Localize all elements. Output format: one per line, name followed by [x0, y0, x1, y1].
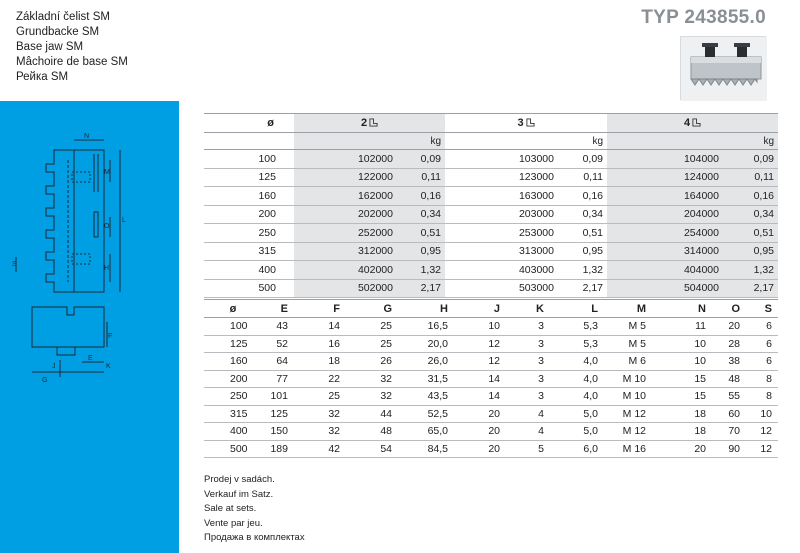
- jaw-step-icon: [692, 118, 701, 127]
- dimension-cell: M 16: [604, 440, 652, 458]
- dimension-cell: 65,0: [398, 423, 454, 441]
- order-table: [204, 113, 778, 298]
- dimension-cell: 6: [746, 318, 778, 336]
- table-row: [204, 370, 778, 388]
- unit-kg-3: kg: [560, 133, 607, 150]
- weight-cell: 0,09: [725, 150, 778, 169]
- dimension-cell: 18: [294, 353, 346, 371]
- dimension-cell: M 5: [604, 335, 652, 353]
- table-row: [204, 242, 778, 261]
- diameter-cell: 250: [204, 388, 262, 406]
- weight-cell: 0,95: [560, 242, 607, 261]
- weight-cell: 0,51: [725, 224, 778, 243]
- diameter-cell: 400: [204, 261, 294, 280]
- column-header: F: [294, 300, 346, 318]
- dimension-cell: 6: [746, 353, 778, 371]
- dimension-cell: 20: [712, 318, 746, 336]
- table-row: [204, 388, 778, 406]
- order-table-group-header: [204, 114, 778, 133]
- diameter-cell: 100: [204, 318, 262, 336]
- dimension-cell: 25: [346, 335, 398, 353]
- dimension-cell: 60: [712, 405, 746, 423]
- diameter-cell: 100: [204, 150, 294, 169]
- table-row: [204, 150, 778, 169]
- dimension-cell: 20: [652, 440, 712, 458]
- table-row: [204, 205, 778, 224]
- table-row: [204, 335, 778, 353]
- weight-cell: 0,16: [725, 187, 778, 206]
- dimension-cell: 12: [454, 335, 506, 353]
- code-cell: 164000: [607, 187, 725, 206]
- code-cell: 402000: [294, 261, 399, 280]
- column-header: J: [454, 300, 506, 318]
- diameter-cell: 125: [204, 168, 294, 187]
- dimension-table-body: [204, 318, 778, 458]
- title-de: Grundbacke SM: [16, 26, 100, 38]
- dimension-cell: 125: [262, 405, 294, 423]
- weight-cell: 0,95: [725, 242, 778, 261]
- note-de: Verkauf im Satz.: [204, 488, 274, 500]
- dimension-cell: 12: [454, 353, 506, 371]
- dimension-cell: 18: [652, 423, 712, 441]
- label-l: L: [122, 217, 126, 224]
- diameter-cell: 500: [204, 279, 294, 298]
- dimension-cell: 16: [294, 335, 346, 353]
- dimension-cell: 52: [262, 335, 294, 353]
- dimension-cell: 8: [746, 370, 778, 388]
- table-row: [204, 168, 778, 187]
- dimension-cell: 10: [746, 405, 778, 423]
- weight-cell: 0,09: [399, 150, 445, 169]
- dimension-cell: M 10: [604, 370, 652, 388]
- dimension-cell: 6,0: [550, 440, 604, 458]
- weight-cell: 1,32: [399, 261, 445, 280]
- label-h: H: [104, 265, 110, 272]
- table-row: [204, 423, 778, 441]
- unit-row: [204, 133, 778, 150]
- dimension-cell: M 5: [604, 318, 652, 336]
- column-header: L: [550, 300, 604, 318]
- code-cell: 123000: [445, 168, 560, 187]
- note-cs: Prodej v sadách.: [204, 474, 275, 485]
- jaw-step-icon: [526, 118, 535, 127]
- dimension-cell: 20: [454, 440, 506, 458]
- dimension-cell: 6: [746, 335, 778, 353]
- dimension-cell: 26,0: [398, 353, 454, 371]
- dimension-cell: 11: [652, 318, 712, 336]
- column-header: O: [712, 300, 746, 318]
- type-number: TYP 243855.0: [641, 7, 766, 28]
- label-o: O: [104, 223, 110, 230]
- column-header: S: [746, 300, 778, 318]
- dimension-cell: 14: [294, 318, 346, 336]
- code-cell: 162000: [294, 187, 399, 206]
- dimension-cell: 16,5: [398, 318, 454, 336]
- table-row: [204, 279, 778, 298]
- dimension-cell: 189: [262, 440, 294, 458]
- group-3-header: [445, 114, 607, 133]
- dimension-cell: 4,0: [550, 388, 604, 406]
- dimension-cell: 12: [746, 440, 778, 458]
- weight-cell: 1,32: [725, 261, 778, 280]
- dimension-cell: 3: [506, 388, 550, 406]
- diameter-cell: 200: [204, 370, 262, 388]
- table-row: [204, 353, 778, 371]
- column-header: N: [652, 300, 712, 318]
- diameter-cell: 315: [204, 405, 262, 423]
- weight-cell: 0,51: [560, 224, 607, 243]
- dimension-cell: 32: [346, 370, 398, 388]
- code-cell: 503000: [445, 279, 560, 298]
- weight-cell: 0,51: [399, 224, 445, 243]
- dimension-cell: 26: [346, 353, 398, 371]
- code-cell: 104000: [607, 150, 725, 169]
- code-cell: 203000: [445, 205, 560, 224]
- table-row: [204, 440, 778, 458]
- dimension-cell: 77: [262, 370, 294, 388]
- unit-kg-4: kg: [725, 133, 778, 150]
- dimension-cell: 55: [712, 388, 746, 406]
- dimension-cell: 44: [346, 405, 398, 423]
- dimension-cell: 5: [506, 440, 550, 458]
- label-g: G: [42, 377, 48, 384]
- dimension-cell: 70: [712, 423, 746, 441]
- dimension-cell: 20: [454, 405, 506, 423]
- weight-cell: 2,17: [725, 279, 778, 298]
- diameter-header: ø: [204, 114, 294, 133]
- code-cell: 103000: [445, 150, 560, 169]
- note-en: Sale at sets.: [204, 503, 257, 515]
- dimension-cell: 4,0: [550, 353, 604, 371]
- diameter-cell: 125: [204, 335, 262, 353]
- dimension-cell: M 12: [604, 405, 652, 423]
- dimension-cell: 43,5: [398, 388, 454, 406]
- weight-cell: 2,17: [399, 279, 445, 298]
- dimension-cell: 12: [746, 423, 778, 441]
- dimension-cell: 43: [262, 318, 294, 336]
- dimension-cell: 101: [262, 388, 294, 406]
- code-cell: 502000: [294, 279, 399, 298]
- code-cell: 312000: [294, 242, 399, 261]
- dimension-cell: 31,5: [398, 370, 454, 388]
- dimension-cell: 48: [346, 423, 398, 441]
- weight-cell: 0,16: [399, 187, 445, 206]
- code-cell: 254000: [607, 224, 725, 243]
- technical-drawing: [12, 132, 172, 392]
- weight-cell: 0,11: [725, 168, 778, 187]
- dimension-cell: 8: [746, 388, 778, 406]
- code-cell: 122000: [294, 168, 399, 187]
- dimension-cell: 4: [506, 405, 550, 423]
- table-row: [204, 318, 778, 336]
- label-k: K: [106, 363, 111, 370]
- note-ru: Продажа в комплектах: [204, 532, 305, 544]
- dimension-table: [204, 299, 778, 458]
- group-2-header: [294, 114, 445, 133]
- weight-cell: 0,34: [725, 205, 778, 224]
- dimension-cell: 3: [506, 318, 550, 336]
- label-s: S: [12, 261, 17, 268]
- dimension-cell: 3: [506, 353, 550, 371]
- dimension-cell: 5,0: [550, 405, 604, 423]
- dimension-cell: 48: [712, 370, 746, 388]
- weight-cell: 0,11: [399, 168, 445, 187]
- column-header: K: [506, 300, 550, 318]
- dimension-cell: 14: [454, 370, 506, 388]
- dimension-cell: 15: [652, 388, 712, 406]
- code-cell: 124000: [607, 168, 725, 187]
- order-table-body: [204, 150, 778, 298]
- label-m: M: [104, 169, 110, 176]
- weight-cell: 0,34: [399, 205, 445, 224]
- dimension-cell: 32: [294, 405, 346, 423]
- dimension-cell: 84,5: [398, 440, 454, 458]
- base-jaw-image: [681, 37, 767, 101]
- weight-cell: 0,09: [560, 150, 607, 169]
- column-header: E: [262, 300, 294, 318]
- dimension-cell: 22: [294, 370, 346, 388]
- label-f: F: [108, 333, 113, 340]
- dimension-cell: 5,0: [550, 423, 604, 441]
- code-cell: 253000: [445, 224, 560, 243]
- table-row: [204, 261, 778, 280]
- dimension-cell: 14: [454, 388, 506, 406]
- code-cell: 202000: [294, 205, 399, 224]
- title-cs: Základní čelist SM: [16, 11, 110, 23]
- code-cell: 404000: [607, 261, 725, 280]
- group-4-header: [607, 114, 778, 133]
- dimension-cell: 64: [262, 353, 294, 371]
- diameter-cell: 250: [204, 224, 294, 243]
- dimension-cell: 150: [262, 423, 294, 441]
- dimension-table-header: [204, 300, 778, 318]
- weight-cell: 0,11: [560, 168, 607, 187]
- dimension-cell: 5,3: [550, 318, 604, 336]
- dimension-cell: 15: [652, 370, 712, 388]
- code-cell: 204000: [607, 205, 725, 224]
- label-j: J: [52, 363, 56, 370]
- group-4-label: 4: [683, 117, 691, 129]
- dimension-cell: 38: [712, 353, 746, 371]
- sales-note: [204, 473, 305, 546]
- diameter-cell: 400: [204, 423, 262, 441]
- weight-cell: 1,32: [560, 261, 607, 280]
- column-header: M: [604, 300, 652, 318]
- weight-cell: 0,95: [399, 242, 445, 261]
- diameter-cell: 160: [204, 187, 294, 206]
- dimension-cell: 54: [346, 440, 398, 458]
- code-cell: 313000: [445, 242, 560, 261]
- diameter-cell: 500: [204, 440, 262, 458]
- group-2-label: 2: [360, 117, 368, 129]
- column-header: ø: [204, 300, 262, 318]
- diameter-cell: 315: [204, 242, 294, 261]
- product-photo: [680, 36, 766, 100]
- label-e: E: [88, 355, 93, 362]
- title-fr: Mâchoire de base SM: [16, 56, 128, 68]
- dimension-cell: M 6: [604, 353, 652, 371]
- dimension-cell: 10: [652, 335, 712, 353]
- dimension-cell: 20,0: [398, 335, 454, 353]
- dimension-cell: 28: [712, 335, 746, 353]
- dimension-cell: 32: [346, 388, 398, 406]
- table-row: [204, 187, 778, 206]
- note-fr: Vente par jeu.: [204, 517, 263, 529]
- table-row: [204, 224, 778, 243]
- label-n: N: [84, 133, 90, 140]
- dimension-cell: M 10: [604, 388, 652, 406]
- dimension-cell: 4,0: [550, 370, 604, 388]
- dimension-cell: 42: [294, 440, 346, 458]
- dimension-cell: 5,3: [550, 335, 604, 353]
- group-3-label: 3: [517, 117, 524, 129]
- column-header: G: [346, 300, 398, 318]
- code-cell: 102000: [294, 150, 399, 169]
- weight-cell: 0,16: [560, 187, 607, 206]
- title-en: Base jaw SM: [16, 41, 84, 53]
- dimension-cell: 3: [506, 370, 550, 388]
- dimension-cell: 90: [712, 440, 746, 458]
- weight-cell: 2,17: [560, 279, 607, 298]
- dimension-cell: 18: [652, 405, 712, 423]
- diameter-cell: 160: [204, 353, 262, 371]
- table-row: [204, 405, 778, 423]
- unit-kg-2: kg: [399, 133, 445, 150]
- jaw-step-icon: [369, 118, 378, 127]
- code-cell: 314000: [607, 242, 725, 261]
- dimension-cell: 10: [652, 353, 712, 371]
- dimension-cell: M 12: [604, 423, 652, 441]
- diameter-cell: 200: [204, 205, 294, 224]
- dimension-cell: 10: [454, 318, 506, 336]
- dimension-cell: 25: [294, 388, 346, 406]
- code-cell: 252000: [294, 224, 399, 243]
- code-cell: 163000: [445, 187, 560, 206]
- dimension-cell: 4: [506, 423, 550, 441]
- title-ru: Рейка SM: [16, 71, 69, 83]
- dimension-cell: 32: [294, 423, 346, 441]
- column-header: H: [398, 300, 454, 318]
- dimension-cell: 3: [506, 335, 550, 353]
- code-cell: 504000: [607, 279, 725, 298]
- title-block: [16, 10, 128, 85]
- dimension-cell: 25: [346, 318, 398, 336]
- code-cell: 403000: [445, 261, 560, 280]
- dimension-cell: 52,5: [398, 405, 454, 423]
- weight-cell: 0,34: [560, 205, 607, 224]
- dimension-cell: 20: [454, 423, 506, 441]
- jaw-drawing: [12, 132, 172, 392]
